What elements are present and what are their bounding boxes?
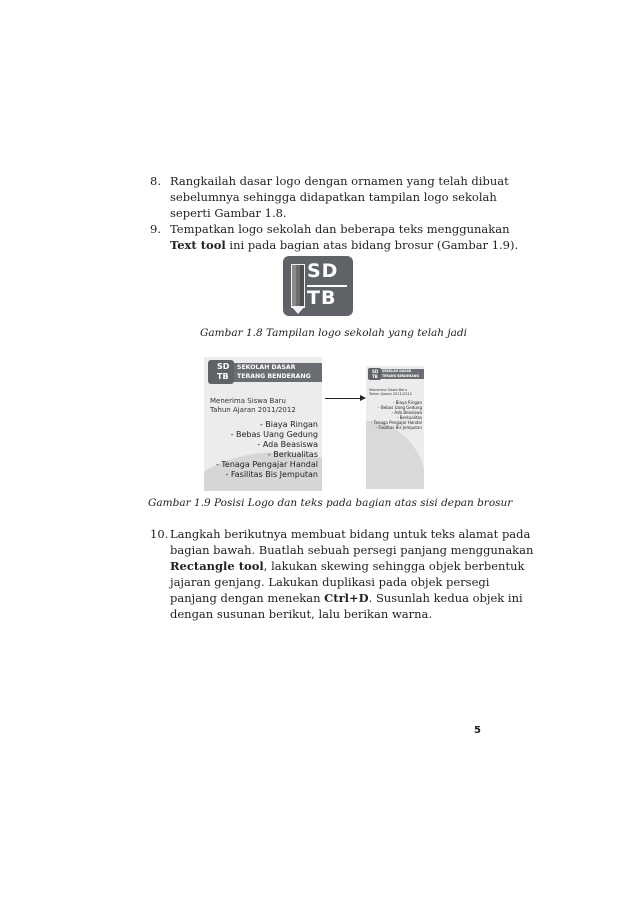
list-item: - Ada Beasiswa — [257, 440, 318, 449]
text-line — [170, 558, 525, 574]
list-item: - Bebas Uang Gedung — [378, 405, 422, 410]
list-item: - Fasilitas Bis Jemputan — [375, 425, 422, 430]
intro-line-1: Menerima Siswa Baru — [210, 397, 286, 405]
arrow-line — [325, 398, 362, 399]
text-line — [170, 237, 519, 253]
list-item: - Fasilitas Bis Jemputan — [225, 470, 318, 479]
step-9 — [150, 221, 519, 253]
text-line: dengan susunan berikut, lalu berikan warna. — [170, 607, 433, 621]
intro-line-1: Menerima Siswa Baru — [369, 388, 407, 392]
text-line: bagian bawah. Buatlah sebuah persegi panjang menggunakan — [170, 543, 534, 557]
brochure-logo-top: SD — [217, 362, 230, 371]
step-8 — [150, 173, 509, 221]
text-line: Rangkailah dasar logo dengan ornamen yang telah dibuat — [170, 174, 509, 188]
intro-line-2: Tahun Ajaran 2011/2012 — [369, 392, 412, 397]
banner-line-2: TERANG BENDERANG — [237, 373, 311, 380]
list-item: - Ada Beasiswa — [391, 410, 422, 415]
text-line-start: panjang dengan menekan — [170, 591, 325, 605]
brochure-logo-top: SD — [372, 369, 379, 374]
list-item: - Bebas Uang Gedung — [230, 430, 318, 439]
brochure-intro — [210, 397, 296, 414]
brochure-small — [366, 366, 424, 489]
step-text — [170, 526, 534, 622]
text-line: jajaran genjang. Lakukan duplikasi pada objek persegi — [170, 575, 490, 589]
brochure-banner — [381, 369, 424, 379]
step-10 — [150, 526, 534, 622]
text-line — [170, 590, 523, 606]
text-line: seperti Gambar 1.8. — [170, 206, 287, 220]
text-line-rest: ini pada bagian atas bidang brosur (Gambar 1.9). — [225, 238, 519, 252]
brochure-curve — [366, 421, 424, 489]
brochure-logo-bottom: TB — [217, 372, 229, 381]
page-number: 5 — [474, 725, 481, 736]
brochure-banner — [234, 363, 322, 382]
step-number: 10. — [150, 527, 169, 541]
step-text — [170, 221, 519, 253]
intro-line-2: Tahun Ajaran 2011/2012 — [210, 405, 296, 414]
list-item: - Berkualitas — [267, 450, 318, 459]
list-item: - Tenaga Pengajar Handal — [370, 420, 422, 425]
brochure-logo — [208, 360, 234, 384]
pencil-icon — [291, 264, 305, 308]
figure-1-9-caption: Gambar 1.9 Posisi Logo dan teks pada bagian atas sisi depan brosur — [148, 497, 513, 509]
text-line: Tempatkan logo sekolah dan beberapa teks menggunakan — [170, 222, 510, 236]
text-line: Langkah berikutnya membuat bidang untuk teks alamat pada — [170, 527, 531, 541]
banner-line-1: SEKOLAH DASAR — [237, 364, 296, 371]
school-logo — [283, 256, 353, 316]
brochure-list — [216, 420, 318, 480]
brochure-intro — [369, 388, 412, 397]
rectangle-tool-term: Rectangle tool — [170, 559, 264, 573]
step-text — [170, 173, 509, 221]
banner-line-1: SEKOLAH DASAR — [382, 369, 412, 373]
text-line: sebelumnya sehingga didapatkan tampilan logo sekolah — [170, 190, 497, 204]
logo-text-bottom: TB — [307, 287, 337, 309]
list-item: - Biaya Ringan — [259, 420, 318, 429]
figure-1-8-caption: Gambar 1.8 Tampilan logo sekolah yang telah jadi — [200, 327, 468, 339]
list-item: - Biaya Ringan — [392, 400, 422, 405]
step-number: 8. — [150, 174, 161, 188]
step-number: 9. — [150, 222, 161, 236]
brochure-list — [371, 400, 422, 430]
text-line-rest: . Susunlah kedua objek ini — [368, 591, 523, 605]
text-tool-term: Text tool — [170, 238, 226, 252]
banner-line-2: TERANG BENDERANG — [382, 373, 419, 378]
text-line-rest: , lakukan skewing sehingga objek berbentuk — [263, 559, 525, 573]
brochure-logo-bottom: TB — [372, 374, 378, 379]
list-item: - Berkualitas — [396, 415, 422, 420]
brochure-large — [204, 357, 322, 491]
ctrl-d-term: Ctrl+D — [324, 591, 369, 605]
pencil-tip-icon — [291, 306, 305, 314]
list-item: - Tenaga Pengajar Handal — [215, 460, 318, 469]
brochure-logo — [368, 368, 381, 380]
logo-text-top: SD — [307, 260, 339, 282]
